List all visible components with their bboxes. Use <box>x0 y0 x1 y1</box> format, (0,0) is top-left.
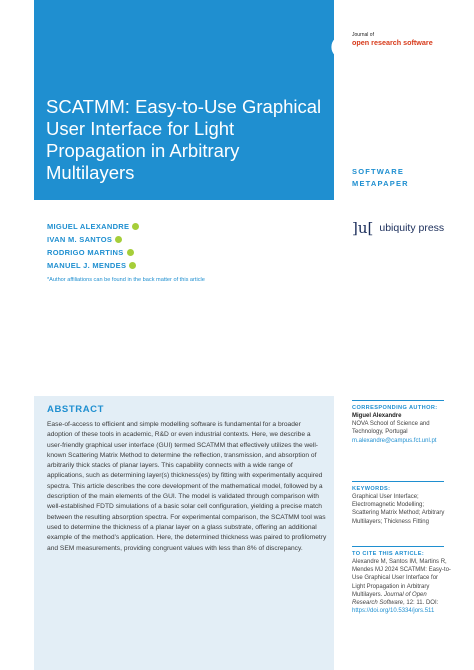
divider <box>352 546 444 547</box>
author-name: RODRIGO MARTINS <box>47 248 124 257</box>
cite-text <box>352 558 452 615</box>
cite-journal: Journal of Open Research Software <box>352 591 427 607</box>
abstract-text: Ease-of-access to efficient and simple modelling software is fundamental for a broader adoption of these tools in academic, R&D or even industrial contexts. Here, we describe a user-friendly graphical user interface (GUI) termed SCATMM that effectively utilizes the well-known Scattering Matrix Method to determine the reflection, transmission, and absorption of arbitrarily thick stacks of planar layers. This capability connects with a wide range of applications, such as determining layer(s) thickness(es) by fitting with experimentally acquired spectra. This article describes the core development of the mathematical model, followed by a description of the main elements of the GUI. The model is validated through comparison with well-established FDTD simulations of a basic solar cell configuration, yielding a precise match between the resulting absorption spectra. For experimental comparison, the SCATMM tool was used to determine the thickness of a planar layer on a glass substrate, offering an additional example of the method’s application. Here, the determined thickness was paired to profilometry and SEM measurements, providing congruent values with less than 8% of discrepancy. <box>47 421 327 552</box>
author-item <box>47 259 139 272</box>
author-item <box>47 220 139 233</box>
author-name: IVAN M. SANTOS <box>47 235 113 244</box>
publisher-name: ubiquity press <box>379 222 445 234</box>
author-list <box>47 220 139 272</box>
publisher-logo <box>352 221 444 235</box>
orcid-icon[interactable] <box>129 262 136 269</box>
keywords-text: Graphical User Interface; Electromagnetic Modelling; Scattering Matrix Method; Arbitrary Multilayers; Thickness Fitting <box>352 494 445 525</box>
author-item <box>47 233 139 246</box>
abstract-heading: ABSTRACT <box>47 404 105 415</box>
orcid-icon[interactable] <box>132 223 139 230</box>
orcid-icon[interactable] <box>127 249 134 256</box>
divider <box>352 481 444 482</box>
affiliation-note: *Author affiliations can be found in the back matter of this article <box>47 277 205 283</box>
corresponding-institution: NOVA School of Science and Technology, Portugal <box>352 421 430 436</box>
orcid-icon[interactable] <box>115 236 122 243</box>
paper-title: SCATMM: Easy-to-Use Graphical User Interface for Light Propagation in Arbitrary Multilayers <box>46 96 322 183</box>
doi-label: DOI: <box>425 600 439 607</box>
article-type-line: METAPAPER <box>352 179 409 188</box>
journal-small: Journal of <box>352 32 374 38</box>
publisher-mark: ]u[ <box>352 219 374 237</box>
corresponding-name: Miguel Alexandre <box>352 413 402 419</box>
cite-body: Alexandre M, Santos IM, Martins R, Mendes MJ 2024 SCATMM: Easy-to-Use Graphical User Interface for Light Propagation in Arbitrary Multilayers. <box>352 559 451 598</box>
corresponding-author <box>352 404 452 445</box>
cite-heading: TO CITE THIS ARTICLE: <box>352 551 425 557</box>
divider <box>352 400 444 401</box>
cite-volume: , 12: 11. <box>403 600 425 607</box>
journal-logo <box>352 32 462 47</box>
author-name: MIGUEL ALEXANDRE <box>47 222 130 231</box>
author-name: MANUEL J. MENDES <box>47 261 127 270</box>
title-banner <box>34 0 334 200</box>
author-item <box>47 246 139 259</box>
corresponding-email[interactable]: m.alexandre@campus.fct.unl.pt <box>352 437 437 444</box>
keywords-heading: KEYWORDS: <box>352 486 391 492</box>
doi-link[interactable]: https://doi.org/10.5334/jors.511 <box>352 608 435 615</box>
journal-name: open research software <box>352 38 433 47</box>
corresponding-heading: CORRESPONDING AUTHOR: <box>352 405 438 411</box>
citation-section <box>352 550 452 615</box>
abstract-section <box>34 396 334 670</box>
keywords-section <box>352 485 452 526</box>
article-type-line: SOFTWARE <box>352 167 405 176</box>
article-type <box>352 166 409 190</box>
